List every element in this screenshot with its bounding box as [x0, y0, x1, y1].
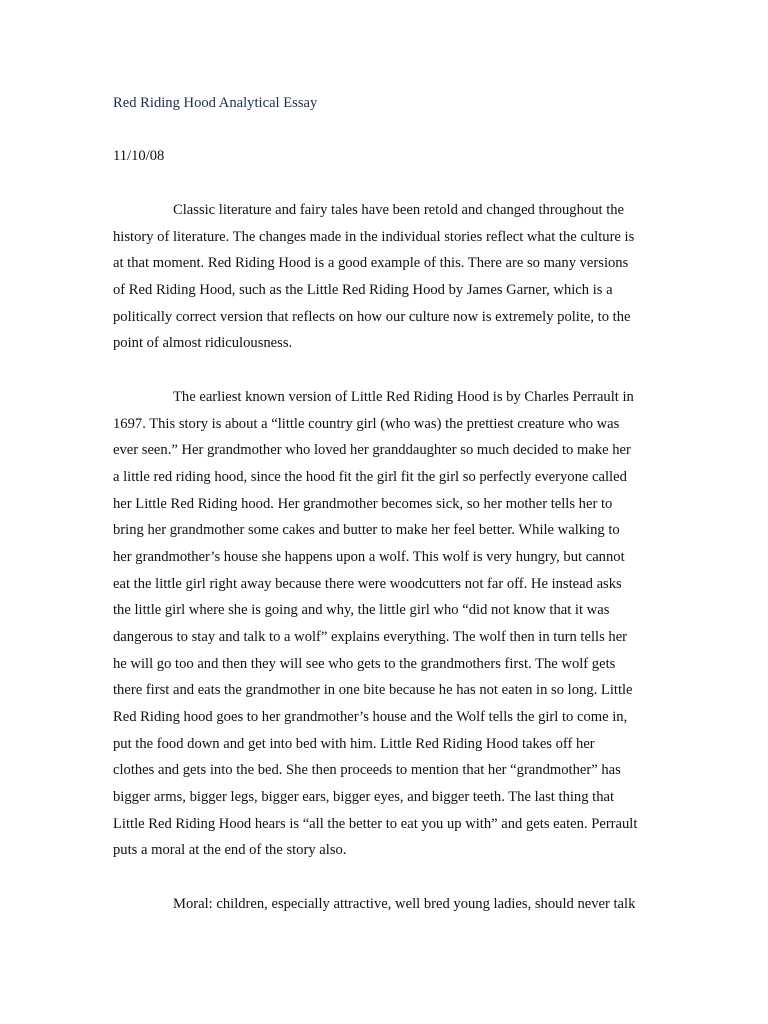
document-date: 11/10/08	[113, 148, 165, 164]
paragraph-line: of Red Riding Hood, such as the Little Red Riding Hood by James Garner, which is a	[113, 282, 613, 298]
paragraph-line: her Little Red Riding hood. Her grandmother becomes sick, so her mother tells her to	[113, 496, 613, 512]
paragraph-line: Red Riding hood goes to her grandmother’s house and the Wolf tells the girl to come in,	[113, 709, 628, 725]
paragraph-line: Little Red Riding Hood hears is “all the better to eat you up with” and gets eaten. Perrault	[113, 816, 638, 832]
paragraph-line: Moral: children, especially attractive, well bred young ladies, should never talk	[173, 896, 636, 912]
paragraph-line: ever seen.” Her grandmother who loved her granddaughter so much decided to make her	[113, 442, 631, 458]
paragraph-line: dangerous to stay and talk to a wolf” explains everything. The wolf then in turn tells her	[113, 629, 628, 645]
paragraph-line: point of almost ridiculousness.	[113, 335, 293, 351]
paragraph-line: a little red riding hood, since the hood fit the girl fit the girl so perfectly everyone called	[113, 469, 627, 485]
paragraph-line: bring her grandmother some cakes and butter to make her feel better. While walking to	[113, 522, 620, 538]
paragraph-line: put the food down and get into bed with him. Little Red Riding Hood takes off her	[113, 736, 595, 752]
document-title: Red Riding Hood Analytical Essay	[113, 95, 318, 111]
paragraph-line: history of literature. The changes made in the individual stories reflect what the culture is	[113, 229, 635, 245]
paragraph-line: at that moment. Red Riding Hood is a good example of this. There are so many versions	[113, 255, 629, 271]
paragraph-line: 1697. This story is about a “little country girl (who was) the prettiest creature who was	[113, 416, 620, 432]
paragraph-line: puts a moral at the end of the story also.	[113, 842, 347, 858]
paragraph-line: eat the little girl right away because there were woodcutters not far off. He instead asks	[113, 576, 622, 592]
paragraph-line: bigger arms, bigger legs, bigger ears, bigger eyes, and bigger teeth. The last thing that	[113, 789, 615, 805]
paragraph-line: the little girl where she is going and why, the little girl who “did not know that it was	[113, 602, 610, 618]
paragraph-line: there first and eats the grandmother in one bite because he has not eaten in so long. Little	[113, 682, 633, 698]
paragraph-line: politically correct version that reflects on how our culture now is extremely polite, to the	[113, 309, 631, 325]
paragraph-line: Classic literature and fairy tales have been retold and changed throughout the	[173, 202, 625, 218]
paragraph-line: he will go too and then they will see who gets to the grandmothers first. The wolf gets	[113, 656, 616, 672]
paragraph-line: her grandmother’s house she happens upon a wolf. This wolf is very hungry, but cannot	[113, 549, 625, 565]
paragraph-line: The earliest known version of Little Red Riding Hood is by Charles Perrault in	[173, 389, 634, 405]
paragraph-line: clothes and gets into the bed. She then proceeds to mention that her “grandmother” has	[113, 762, 621, 778]
